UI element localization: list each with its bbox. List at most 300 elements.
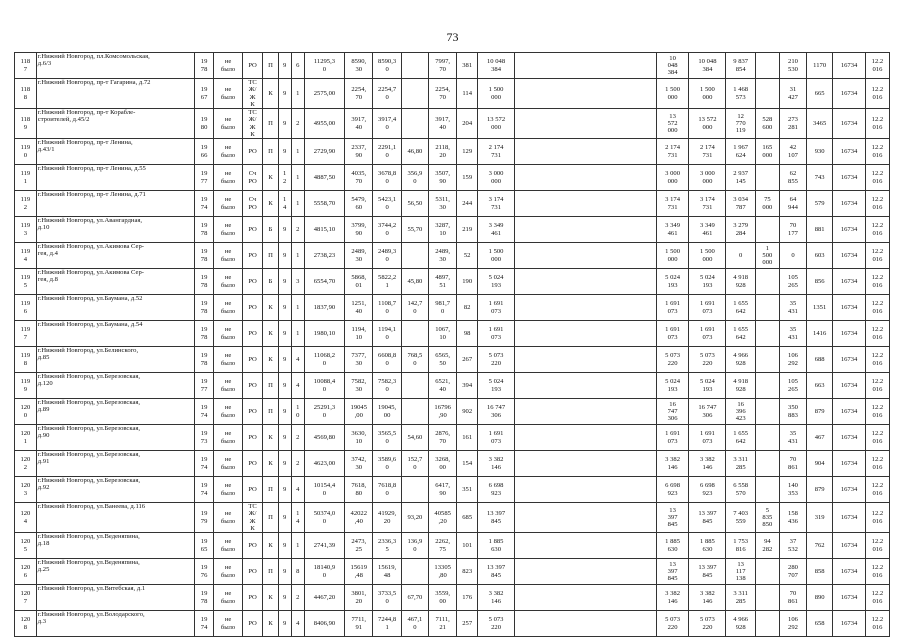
spacer-cell [515,295,657,321]
residential-area-cell: 3589,6 0 [373,451,401,477]
living-area-cell: 2473, 25 [345,533,373,559]
residents-cell: 823 [457,559,478,585]
deadline-cell: 12.2 016 [865,165,889,191]
total-cost-cell: 3 000 000 [478,165,515,191]
total-area-cell: 8406,90 [304,611,344,637]
spacer-cell [515,373,657,399]
entrances-cell: 1 0 [291,399,304,425]
private-area-cell: 13305 ,80 [429,559,457,585]
max-unit-cost-cell: 16734 [833,477,866,503]
owner-funds-cell: 1 967 624 [726,139,755,165]
prior-repair-cell: не было [214,217,242,243]
material-cell: К [263,611,278,637]
living-area-cell: 3630, 10 [345,425,373,451]
address-cell: г.Нижний Новгород, ул.Акимова Сер- гея, д.4 [36,243,194,269]
fund-method-cell: РО [242,295,263,321]
floors-cell: 9 [278,243,291,269]
non-residential-area-cell [401,109,428,139]
private-area-cell: 6521, 40 [429,373,457,399]
row-number-cell: 120 3 [15,477,37,503]
table-row [15,109,890,139]
floors-cell: 9 [278,347,291,373]
non-residential-area-cell [401,53,428,79]
year-built-cell: 19 78 [194,53,214,79]
table-row [15,399,890,425]
unit-cost-cell: 879 [807,399,833,425]
residents-cell: 244 [457,191,478,217]
entrances-cell: 4 [291,477,304,503]
total-area-cell: 4815,10 [304,217,344,243]
deadline-cell: 12.2 016 [865,585,889,611]
cost-total-2-cell: 6 698 923 [656,477,689,503]
residential-area-cell: 1108,7 0 [373,295,401,321]
deadline-cell: 12.2 016 [865,477,889,503]
prior-repair-cell: не было [214,451,242,477]
max-unit-cost-cell: 16734 [833,243,866,269]
fund-method-cell: РО [242,425,263,451]
cost-sum-cell: 3 382 146 [689,451,726,477]
other-funds-cell: 37 532 [779,533,806,559]
total-cost-cell: 1 691 073 [478,321,515,347]
residential-area-cell: 7618,8 0 [373,477,401,503]
owner-funds-cell: 1 655 642 [726,425,755,451]
max-unit-cost-cell: 16734 [833,139,866,165]
cost-total-2-cell: 3 000 000 [656,165,689,191]
private-area-cell: 2876, 70 [429,425,457,451]
living-area-cell: 3801, 20 [345,585,373,611]
prior-repair-cell: не было [214,503,242,533]
total-cost-cell: 1 500 000 [478,243,515,269]
unit-cost-cell: 467 [807,425,833,451]
prior-repair-cell: не было [214,295,242,321]
material-cell: П [263,139,278,165]
residential-area-cell: 41929, 20 [373,503,401,533]
cost-sum-cell: 1 691 073 [689,295,726,321]
entrances-cell: 2 [291,585,304,611]
owner-funds-cell: 3 311 285 [726,451,755,477]
total-cost-cell: 5 073 220 [478,611,515,637]
entrances-cell: 6 [291,53,304,79]
cost-sum-cell: 2 174 731 [689,139,726,165]
entrances-cell: 1 [291,79,304,109]
spacer-cell [515,191,657,217]
residents-cell: 902 [457,399,478,425]
entrances-cell: 3 [291,269,304,295]
deadline-cell: 12.2 016 [865,53,889,79]
spacer-cell [515,533,657,559]
residential-area-cell: 5423,1 0 [373,191,401,217]
owner-funds-cell: 4 918 928 [726,269,755,295]
residential-area-cell: 5822,2 1 [373,269,401,295]
max-unit-cost-cell: 16734 [833,165,866,191]
prior-repair-cell: не было [214,321,242,347]
residents-cell: 161 [457,425,478,451]
floors-cell: 9 [278,53,291,79]
private-area-cell: 2262, 75 [429,533,457,559]
row-number-cell: 119 8 [15,347,37,373]
table-row [15,451,890,477]
living-area-cell: 4035, 70 [345,165,373,191]
entrances-cell: 2 [291,217,304,243]
entrances-cell: 1 [291,139,304,165]
private-area-cell: 40585 ,20 [429,503,457,533]
prior-repair-cell: не было [214,373,242,399]
cost-sum-cell: 13 397 845 [689,559,726,585]
entrances-cell: 4 [291,373,304,399]
living-area-cell: 1194, 10 [345,321,373,347]
total-area-cell: 4569,80 [304,425,344,451]
max-unit-cost-cell: 16734 [833,533,866,559]
max-unit-cost-cell: 16734 [833,53,866,79]
cost-total-2-cell: 13 397 845 [656,559,689,585]
other-funds-cell: 106 292 [779,611,806,637]
living-area-cell: 8590, 30 [345,53,373,79]
budget-funds-cell [755,399,779,425]
residents-cell: 204 [457,109,478,139]
max-unit-cost-cell: 16734 [833,425,866,451]
cost-total-2-cell: 5 024 193 [656,269,689,295]
table-row [15,139,890,165]
residential-area-cell: 3565,5 0 [373,425,401,451]
residents-cell: 154 [457,451,478,477]
residential-area-cell: 2336,3 5 [373,533,401,559]
living-area-cell: 5868, 01 [345,269,373,295]
total-area-cell: 2729,90 [304,139,344,165]
cost-sum-cell: 1 691 073 [689,321,726,347]
year-built-cell: 19 79 [194,503,214,533]
max-unit-cost-cell: 16734 [833,451,866,477]
residential-area-cell: 3678,8 0 [373,165,401,191]
unit-cost-cell: 930 [807,139,833,165]
material-cell: П [263,559,278,585]
max-unit-cost-cell: 16734 [833,503,866,533]
row-number-cell: 120 8 [15,611,37,637]
address-cell: г.Нижний Новгород, ул.Веденяпина, д.25 [36,559,194,585]
fund-method-cell: Сч РО [242,165,263,191]
floors-cell: 9 [278,585,291,611]
non-residential-area-cell: 55,70 [401,217,428,243]
deadline-cell: 12.2 016 [865,503,889,533]
residential-area-cell: 15619, 48 [373,559,401,585]
cost-total-2-cell: 3 174 731 [656,191,689,217]
non-residential-area-cell: 54,60 [401,425,428,451]
year-built-cell: 19 77 [194,373,214,399]
total-area-cell: 11295,3 0 [304,53,344,79]
other-funds-cell: 210 530 [779,53,806,79]
cost-sum-cell: 3 000 000 [689,165,726,191]
address-cell: г.Нижний Новгород, ул.Березовская, д.120 [36,373,194,399]
floors-cell: 9 [278,139,291,165]
address-cell: г.Нижний Новгород, ул.Березовская, д.89 [36,399,194,425]
budget-funds-cell [755,373,779,399]
owner-funds-cell: 16 396 423 [726,399,755,425]
living-area-cell: 7582, 30 [345,373,373,399]
cost-total-2-cell: 1 691 073 [656,425,689,451]
cost-total-2-cell: 10 048 384 [656,53,689,79]
total-area-cell: 50374,0 0 [304,503,344,533]
budget-funds-cell: 165 000 [755,139,779,165]
year-built-cell: 19 78 [194,347,214,373]
cost-total-2-cell: 3 382 146 [656,585,689,611]
total-area-cell: 2575,00 [304,79,344,109]
max-unit-cost-cell: 16734 [833,347,866,373]
material-cell: Б [263,269,278,295]
table-row [15,425,890,451]
year-built-cell: 19 74 [194,191,214,217]
budget-funds-cell [755,295,779,321]
row-number-cell: 119 7 [15,321,37,347]
row-number-cell: 119 2 [15,191,37,217]
total-cost-cell: 1 500 000 [478,79,515,109]
spacer-cell [515,269,657,295]
cost-sum-cell: 3 349 461 [689,217,726,243]
spacer-cell [515,585,657,611]
row-number-cell: 120 5 [15,533,37,559]
owner-funds-cell: 4 918 928 [726,373,755,399]
total-cost-cell: 10 048 384 [478,53,515,79]
row-number-cell: 120 4 [15,503,37,533]
entrances-cell: 2 [291,425,304,451]
residents-cell: 685 [457,503,478,533]
residential-area-cell: 8590,3 0 [373,53,401,79]
address-cell: г.Нижний Новгород, пр-т Ленина, д.43/1 [36,139,194,165]
cost-total-2-cell: 13 397 845 [656,503,689,533]
prior-repair-cell: не было [214,611,242,637]
max-unit-cost-cell: 16734 [833,321,866,347]
budget-funds-cell: 94 282 [755,533,779,559]
living-area-cell: 19045 ,00 [345,399,373,425]
other-funds-cell: 35 431 [779,425,806,451]
material-cell: П [263,373,278,399]
unit-cost-cell: 688 [807,347,833,373]
budget-funds-cell [755,347,779,373]
cost-sum-cell: 1 500 000 [689,243,726,269]
year-built-cell: 19 78 [194,585,214,611]
total-area-cell: 25291,3 0 [304,399,344,425]
row-number-cell: 119 3 [15,217,37,243]
cost-sum-cell: 1 500 000 [689,79,726,109]
non-residential-area-cell [401,79,428,109]
other-funds-cell: 62 855 [779,165,806,191]
address-cell: г.Нижний Новгород, ул.Ванеева, д.116 [36,503,194,533]
living-area-cell: 7618, 80 [345,477,373,503]
max-unit-cost-cell: 16734 [833,79,866,109]
table-row [15,53,890,79]
table-row [15,585,890,611]
table-row [15,321,890,347]
row-number-cell: 119 1 [15,165,37,191]
max-unit-cost-cell: 16734 [833,109,866,139]
year-built-cell: 19 74 [194,399,214,425]
owner-funds-cell: 4 966 928 [726,611,755,637]
budget-funds-cell [755,53,779,79]
entrances-cell: 1 [291,165,304,191]
residents-cell: 219 [457,217,478,243]
private-area-cell: 6565, 50 [429,347,457,373]
table-row [15,373,890,399]
floors-cell: 1 2 [278,165,291,191]
private-area-cell: 2489, 30 [429,243,457,269]
fund-method-cell: РО [242,347,263,373]
floors-cell: 9 [278,295,291,321]
address-cell: г.Нижний Новгород, ул.Березовская, д.90 [36,425,194,451]
total-cost-cell: 5 073 220 [478,347,515,373]
budget-funds-cell [755,217,779,243]
unit-cost-cell: 1351 [807,295,833,321]
address-cell: г.Нижний Новгород, ул.Березовская, д.91 [36,451,194,477]
max-unit-cost-cell: 16734 [833,585,866,611]
cost-sum-cell: 13 397 845 [689,503,726,533]
register-table [14,52,890,637]
cost-sum-cell: 3 382 146 [689,585,726,611]
fund-method-cell: РО [242,559,263,585]
budget-funds-cell [755,585,779,611]
row-number-cell: 120 1 [15,425,37,451]
material-cell: П [263,399,278,425]
entrances-cell: 2 [291,109,304,139]
living-area-cell: 7711, 91 [345,611,373,637]
owner-funds-cell: 0 [726,243,755,269]
year-built-cell: 19 65 [194,533,214,559]
table-row [15,477,890,503]
budget-funds-cell [755,611,779,637]
fund-method-cell: РО [242,477,263,503]
table-row [15,269,890,295]
unit-cost-cell: 904 [807,451,833,477]
fund-method-cell: РО [242,399,263,425]
total-area-cell: 10154,4 0 [304,477,344,503]
residents-cell: 381 [457,53,478,79]
row-number-cell: 119 0 [15,139,37,165]
budget-funds-cell [755,451,779,477]
private-area-cell: 6417, 90 [429,477,457,503]
owner-funds-cell: 4 966 928 [726,347,755,373]
total-cost-cell: 1 691 073 [478,425,515,451]
prior-repair-cell: не было [214,269,242,295]
cost-total-2-cell: 1 885 630 [656,533,689,559]
table-row [15,611,890,637]
max-unit-cost-cell: 16734 [833,399,866,425]
year-built-cell: 19 78 [194,295,214,321]
material-cell: П [263,53,278,79]
private-area-cell: 7997, 70 [429,53,457,79]
material-cell: К [263,321,278,347]
other-funds-cell: 0 [779,243,806,269]
spacer-cell [515,79,657,109]
budget-funds-cell [755,79,779,109]
fund-method-cell: ТС Ж/ Ж К [242,503,263,533]
address-cell: г.Нижний Новгород, ул.Веденяпина, д.18 [36,533,194,559]
non-residential-area-cell: 56,50 [401,191,428,217]
floors-cell: 9 [278,321,291,347]
unit-cost-cell: 856 [807,269,833,295]
living-area-cell: 1251, 40 [345,295,373,321]
entrances-cell: 1 [291,533,304,559]
residents-cell: 190 [457,269,478,295]
unit-cost-cell: 319 [807,503,833,533]
prior-repair-cell: не было [214,585,242,611]
floors-cell: 9 [278,269,291,295]
table-row [15,79,890,109]
private-area-cell: 981,7 0 [429,295,457,321]
max-unit-cost-cell: 16734 [833,295,866,321]
budget-funds-cell [755,165,779,191]
budget-funds-cell: 75 000 [755,191,779,217]
budget-funds-cell: 1 500 000 [755,243,779,269]
unit-cost-cell: 665 [807,79,833,109]
other-funds-cell: 31 427 [779,79,806,109]
total-area-cell: 5558,70 [304,191,344,217]
cost-total-2-cell: 1 691 073 [656,295,689,321]
prior-repair-cell: не было [214,425,242,451]
private-area-cell: 3268, 00 [429,451,457,477]
non-residential-area-cell [401,399,428,425]
other-funds-cell: 70 861 [779,585,806,611]
deadline-cell: 12.2 016 [865,399,889,425]
fund-method-cell: ТС Ж/ Ж К [242,79,263,109]
cost-sum-cell: 5 024 193 [689,269,726,295]
other-funds-cell: 106 292 [779,347,806,373]
other-funds-cell: 280 707 [779,559,806,585]
total-area-cell: 4887,50 [304,165,344,191]
residential-area-cell: 3917,4 0 [373,109,401,139]
owner-funds-cell: 13 117 138 [726,559,755,585]
year-built-cell: 19 76 [194,559,214,585]
total-cost-cell: 16 747 306 [478,399,515,425]
address-cell: г.Нижний Новгород, пр-т Корабле- строителей, д.45/2 [36,109,194,139]
unit-cost-cell: 879 [807,477,833,503]
living-area-cell: 5479, 60 [345,191,373,217]
residential-area-cell: 6608,8 0 [373,347,401,373]
private-area-cell: 3287, 10 [429,217,457,243]
spacer-cell [515,109,657,139]
spacer-cell [515,451,657,477]
row-number-cell: 118 8 [15,79,37,109]
other-funds-cell: 273 281 [779,109,806,139]
deadline-cell: 12.2 016 [865,295,889,321]
residential-area-cell: 2489,3 0 [373,243,401,269]
unit-cost-cell: 762 [807,533,833,559]
total-area-cell: 1980,10 [304,321,344,347]
owner-funds-cell: 1 468 573 [726,79,755,109]
material-cell: К [263,191,278,217]
floors-cell: 9 [278,451,291,477]
private-area-cell: 3559, 00 [429,585,457,611]
row-number-cell: 118 9 [15,109,37,139]
non-residential-area-cell [401,559,428,585]
address-cell: г.Нижний Новгород, пр-т Гагарина, д.72 [36,79,194,109]
row-number-cell: 120 0 [15,399,37,425]
non-residential-area-cell: 46,80 [401,139,428,165]
floors-cell: 9 [278,425,291,451]
deadline-cell: 12.2 016 [865,373,889,399]
residential-area-cell: 7582,3 0 [373,373,401,399]
material-cell: К [263,165,278,191]
prior-repair-cell: не было [214,109,242,139]
cost-sum-cell: 5 024 193 [689,373,726,399]
other-funds-cell: 70 177 [779,217,806,243]
total-cost-cell: 3 349 461 [478,217,515,243]
total-cost-cell: 3 174 731 [478,191,515,217]
private-area-cell: 3507, 90 [429,165,457,191]
prior-repair-cell: не было [214,399,242,425]
fund-method-cell: РО [242,321,263,347]
living-area-cell: 2337, 90 [345,139,373,165]
non-residential-area-cell: 356,9 0 [401,165,428,191]
prior-repair-cell: не было [214,139,242,165]
total-cost-cell: 13 397 845 [478,559,515,585]
non-residential-area-cell: 67,70 [401,585,428,611]
